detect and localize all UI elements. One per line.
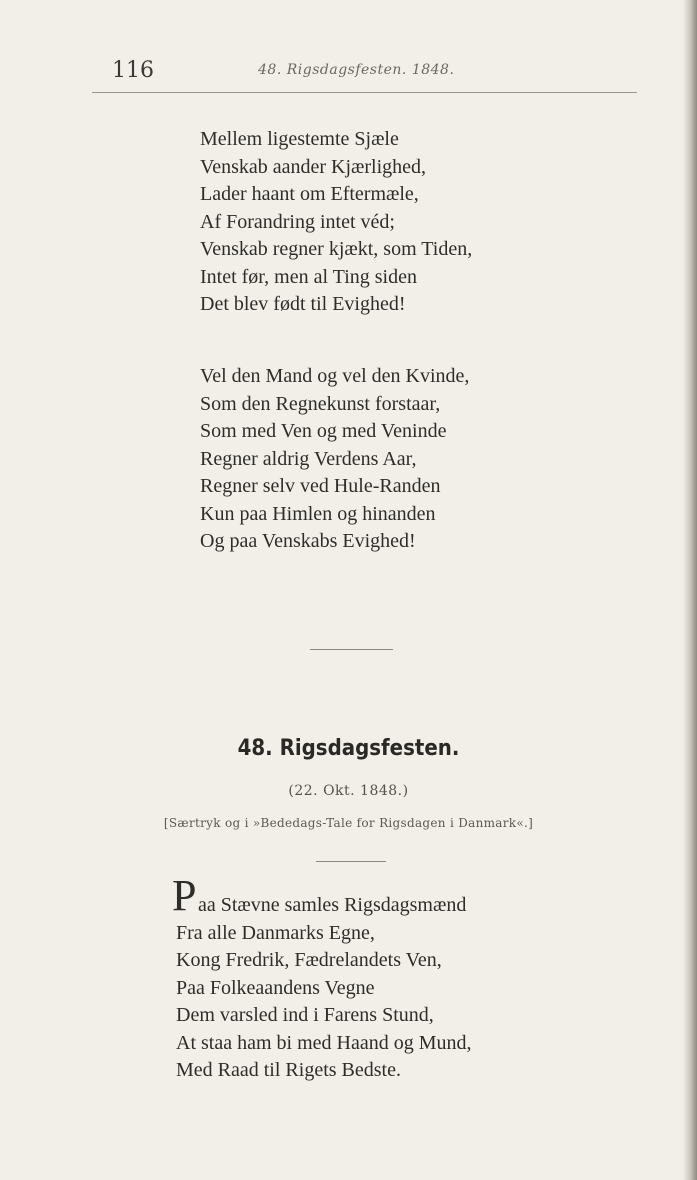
stanza-3 <box>176 892 472 1085</box>
verse-line: aa Stævne samles Rigsdagsmænd <box>198 894 467 916</box>
poem-title: 48. Rigsdagsfesten. <box>237 736 460 761</box>
verse-line: Med Raad til Rigets Bedste. <box>176 1059 401 1081</box>
section-divider <box>310 649 393 650</box>
title-divider <box>316 861 386 862</box>
verse-line: Kun paa Himlen og hinanden <box>200 502 436 525</box>
verse-line: At staa ham bi med Haand og Mund, <box>176 1031 472 1054</box>
stanza-1 <box>200 126 472 319</box>
verse-line: Venskab regner kjækt, som Tiden, <box>200 238 473 260</box>
page-edge <box>683 0 697 1180</box>
verse-line: Det blev født til Evighed! <box>200 293 406 315</box>
stanza-2 <box>200 363 469 556</box>
verse-line: Regner selv ved Hule-Randen <box>200 475 441 497</box>
poem-source-note: [Særtryk og i »Bededags-Tale for Rigsdagen i Danmark«.] <box>163 816 534 830</box>
verse-line: Dem varsled ind i Farens Stund, <box>176 1004 434 1026</box>
page-number: 116 <box>112 58 154 83</box>
verse-line: Kong Fredrik, Fædrelandets Ven, <box>176 949 442 971</box>
verse-line: Fra alle Danmarks Egne, <box>176 921 375 944</box>
verse-line: Som med Ven og med Veninde <box>200 420 447 442</box>
verse-line: Mellem ligestemte Sjæle <box>200 128 399 150</box>
header-rule <box>92 92 637 93</box>
drop-cap: P <box>172 871 197 920</box>
running-title: 48. Rigsdagsfesten. 1848. <box>258 62 455 78</box>
verse-line: Vel den Mand og vel den Kvinde, <box>200 365 470 387</box>
verse-line: Venskab aander Kjærlighed, <box>200 155 427 178</box>
poem-date: (22. Okt. 1848.) <box>288 783 409 799</box>
verse-line: Paa Folkeaandens Vegne <box>176 976 375 999</box>
verse-line: Lader haant om Eftermæle, <box>200 183 419 205</box>
verse-line: Som den Regnekunst forstaar, <box>200 392 441 415</box>
verse-line: Og paa Venskabs Evighed! <box>200 530 416 552</box>
verse-line: Regner aldrig Verdens Aar, <box>200 447 417 470</box>
verse-line: Intet før, men al Ting siden <box>200 265 417 288</box>
verse-line: Af Forandring intet véd; <box>200 210 395 233</box>
